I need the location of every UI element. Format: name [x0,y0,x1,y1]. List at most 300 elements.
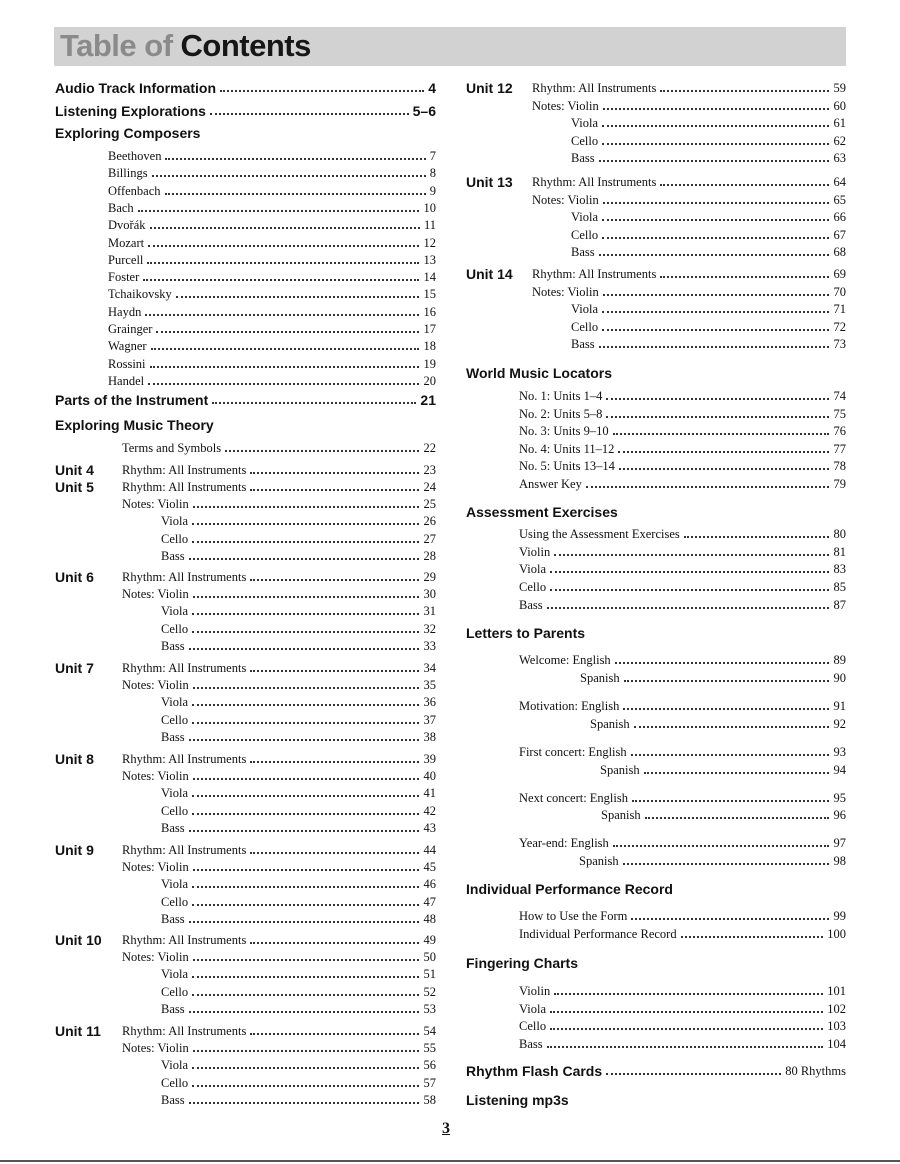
dot-leader [250,579,419,581]
entry-label: Bass [161,820,185,835]
entry-page: 29 [423,570,436,584]
entry-page: 58 [423,1092,436,1107]
toc-entry [55,728,436,746]
toc-entry [55,931,436,949]
entry-page: 35 [423,678,436,693]
entry-label: Cello [161,803,189,818]
entry-label: Viola [519,1001,547,1016]
entry-page: 94 [833,763,846,777]
entry-page: 75 [833,406,846,421]
dot-leader [547,607,829,609]
toc-entry-listening [55,102,436,120]
entry-page: 63 [833,151,846,165]
toc-entry [55,320,436,338]
dot-leader [603,294,829,296]
dot-leader [225,450,419,452]
toc-entry [466,852,846,870]
dot-leader [550,589,829,591]
entry-label: Notes: Violin [122,860,189,875]
entry-page: 31 [423,604,436,619]
dot-leader [220,90,424,92]
entry-label: Rhythm: All Instruments [532,81,657,95]
entry-page: 9 [429,183,436,198]
dot-leader [645,817,829,819]
entry-label: Bass [571,337,595,351]
entry-page: 100 [827,927,846,941]
toc-entry [466,596,846,614]
dot-leader [192,886,419,888]
toc-entry [466,1000,846,1018]
dot-leader [606,416,829,418]
entry-page: 25 [423,497,436,512]
dot-leader [624,680,829,682]
entry-page: 74 [833,389,846,403]
section-heading-mp3s: Listening mp3s [466,1092,569,1108]
toc-entry [466,651,846,669]
section-heading-assessment: Assessment Exercises [466,504,618,520]
entry-page: 14 [423,270,436,285]
dot-leader [602,143,829,145]
dot-leader [193,778,419,780]
entry-page: 5–6 [412,103,436,119]
dot-leader [599,254,829,256]
entry-label: Using the Assessment Exercises [519,527,680,541]
entry-page: 33 [423,638,436,653]
entry-page: 95 [833,791,846,805]
entry-label: Individual Performance Record [519,927,677,941]
entry-label: Cello [161,1075,189,1090]
dot-leader [554,554,829,556]
toc-entry [55,461,436,479]
toc-entry [55,585,436,603]
entry-page: 16 [423,304,436,319]
entry-label: Spanish [580,671,620,685]
dot-leader [632,800,829,802]
dot-leader [623,863,829,865]
dot-leader [138,210,419,212]
entry-label: Haydn [108,304,142,319]
entry-page: 73 [833,337,846,351]
entry-page: 50 [423,950,436,965]
entry-page: 85 [833,580,846,595]
dot-leader [602,237,829,239]
dot-leader [192,631,419,633]
dot-leader [148,245,419,247]
entry-label: Rhythm: All Instruments [122,661,247,675]
section-heading-composers: Exploring Composers [55,125,201,141]
entry-label: Notes: Violin [532,192,599,207]
toc-entry [55,910,436,928]
dot-leader [660,90,829,92]
dot-leader [603,202,829,204]
section-heading-ipr: Individual Performance Record [466,881,673,897]
toc-entry [55,303,436,321]
toc-entry [55,620,436,638]
unit-label: Unit 9 [55,842,94,858]
toc-entry [55,841,436,859]
entry-label: Rossini [108,356,146,371]
toc-entry [55,182,436,200]
entry-label: Terms and Symbols [122,441,222,455]
dot-leader [631,754,829,756]
entry-page: 69 [833,267,846,281]
dot-leader [586,486,829,488]
entry-label: Bass [571,245,595,259]
entry-label: Notes: Violin [122,769,189,784]
entry-page: 18 [423,339,436,354]
toc-entry [55,784,436,802]
dot-leader [145,314,419,316]
toc-entry [466,149,846,167]
entry-label: Year-end: English [519,836,609,850]
entry-page: 32 [423,621,436,636]
dot-leader [684,536,829,538]
entry-page: 61 [833,116,846,130]
entry-page: 83 [833,562,846,577]
dot-leader [660,184,829,186]
entry-label: Audio Track Information [55,80,217,96]
unit-label: Unit 4 [55,462,94,478]
dot-leader [143,279,419,281]
toc-entry [466,560,846,578]
dot-leader [250,1033,419,1035]
toc-entry [466,283,846,301]
entry-page: 87 [833,597,846,612]
dot-leader [150,366,419,368]
entry-page: 60 [833,98,846,113]
entry-page: 7 [429,149,436,163]
toc-entry [466,97,846,115]
entry-page: 28 [423,548,436,563]
dot-leader [631,918,829,920]
entry-page: 22 [423,441,436,455]
dot-leader [250,852,419,854]
entry-label: Spanish [601,808,641,822]
entry-label: Billings [108,166,148,181]
dot-leader [189,830,419,832]
toc-entry-parts [55,391,436,409]
entry-page: 44 [423,843,436,857]
entry-label: Notes: Violin [122,587,189,602]
toc-entry [55,858,436,876]
entry-page: 96 [833,808,846,822]
unit-label: Unit 12 [466,80,513,96]
entry-label: Bass [571,151,595,165]
entry-label: Rhythm: All Instruments [122,570,247,584]
entry-page: 102 [827,1001,846,1016]
entry-label: Offenbach [108,183,161,198]
entry-label: Answer Key [519,476,582,491]
toc-entry-flash-cards [466,1062,846,1080]
dot-leader [634,726,829,728]
toc-entry [466,457,846,475]
entry-page: 59 [833,81,846,95]
entry-label: Rhythm: All Instruments [122,463,247,477]
entry-page: 79 [833,476,846,491]
entry-page: 90 [833,671,846,685]
entry-page: 26 [423,514,436,529]
toc-entry [466,578,846,596]
dot-leader [602,311,829,313]
dot-leader [165,193,426,195]
toc-entry [55,355,436,373]
toc-entry [55,711,436,729]
dot-leader [212,402,416,404]
entry-page: 97 [833,836,846,850]
toc-entry [466,743,846,761]
entry-page: 72 [833,319,846,334]
entry-page: 42 [423,803,436,818]
entry-page: 64 [833,175,846,189]
dot-leader [192,1085,419,1087]
dot-leader [156,331,419,333]
toc-entry [55,285,436,303]
entry-label: Notes: Violin [122,1041,189,1056]
toc-entry [466,982,846,1000]
toc-entry [55,372,436,390]
dot-leader [151,348,419,350]
entry-page: 27 [423,531,436,546]
toc-entry [466,300,846,318]
entry-page: 54 [423,1024,436,1038]
dot-leader [599,346,829,348]
toc-entry [466,789,846,807]
dot-leader [250,489,419,491]
toc-entry [55,965,436,983]
entry-page: 40 [423,769,436,784]
entry-page: 51 [423,967,436,982]
entry-page: 30 [423,587,436,602]
dot-leader [210,113,409,115]
bottom-rule [0,1160,900,1162]
entry-page: 10 [423,200,436,215]
dot-leader [250,472,419,474]
entry-label: Notes: Violin [122,678,189,693]
dot-leader [193,596,419,598]
dot-leader [193,959,419,961]
dot-leader [660,276,829,278]
dot-leader [250,942,419,944]
toc-entry [55,439,436,457]
dot-leader [152,175,426,177]
dot-leader [192,722,419,724]
entry-label: Cello [161,621,189,636]
entry-page: 20 [423,373,436,388]
toc-entry [466,226,846,244]
entry-label: Rhythm: All Instruments [532,175,657,189]
dot-leader [250,670,419,672]
entry-label: Purcell [108,252,144,267]
entry-label: Bass [519,1037,543,1052]
entry-label: Bass [519,597,543,612]
dot-leader [192,1067,419,1069]
entry-page: 38 [423,729,436,744]
entry-page: 77 [833,441,846,456]
entry-label: Bass [161,911,185,926]
dot-leader [250,761,419,763]
dot-leader [606,398,829,400]
entry-page: 43 [423,820,436,835]
unit-label: Unit 11 [55,1023,101,1039]
toc-entry [55,819,436,837]
entry-page: 78 [833,459,846,473]
entry-label: No. 1: Units 1–4 [519,389,603,403]
entry-label: Cello [519,580,547,595]
toc-entry [55,199,436,217]
dot-leader [602,125,829,127]
toc-entry [55,268,436,286]
entry-label: Grainger [108,322,153,336]
dot-leader [165,158,426,160]
dot-leader [189,558,419,560]
toc-entry [466,243,846,261]
entry-label: Viola [161,604,189,619]
entry-label: Viola [161,967,189,982]
toc-entry [55,767,436,785]
entry-page: 68 [833,245,846,259]
toc-entry [466,132,846,150]
entry-label: Bass [161,729,185,744]
entry-label: Violin [519,544,551,559]
dot-leader [681,936,823,938]
dot-leader [189,648,419,650]
toc-entry [466,79,846,97]
entry-page: 71 [833,302,846,316]
entry-label: Cello [571,319,599,334]
entry-page: 46 [423,877,436,892]
entry-page: 65 [833,192,846,207]
dot-leader [192,541,419,543]
unit-label: Unit 8 [55,751,94,767]
dot-leader [192,795,419,797]
toc-entry [55,216,436,234]
entry-label: Cello [519,1019,547,1034]
toc-entry [55,495,436,513]
entry-page: 101 [827,984,846,998]
dot-leader [192,704,419,706]
entry-label: Viola [571,116,599,130]
entry-label: Cello [161,712,189,727]
toc-left-column [55,0,436,1164]
dot-leader [193,1050,419,1052]
entry-page: 76 [833,424,846,438]
entry-page: 92 [833,717,846,731]
entry-label: No. 4: Units 11–12 [519,441,615,456]
dot-leader [613,845,829,847]
dot-leader [602,219,829,221]
dot-leader [189,921,419,923]
entry-page: 8 [429,166,436,181]
entry-label: Viola [571,302,599,316]
entry-label: Viola [161,877,189,892]
toc-entry [466,335,846,353]
entry-label: Rhythm: All Instruments [122,843,247,857]
toc-entry [466,1017,846,1035]
toc-entry [55,948,436,966]
entry-page: 80 [833,527,846,541]
entry-page: 15 [423,287,436,302]
dot-leader [615,662,829,664]
entry-label: Mozart [108,235,145,250]
entry-page: 34 [423,661,436,675]
dot-leader [193,687,419,689]
entry-label: Rhythm: All Instruments [122,933,247,947]
dot-leader [606,1073,781,1075]
toc-entry [466,422,846,440]
entry-label: Notes: Violin [122,497,189,512]
dot-leader [547,1046,823,1048]
section-heading-theory: Exploring Music Theory [55,417,214,433]
dot-leader [550,1011,823,1013]
toc-entry [55,530,436,548]
entry-label: Bass [161,1092,185,1107]
entry-label: Handel [108,373,145,388]
toc-entry [466,907,846,925]
toc-entry [466,173,846,191]
entry-label: Bass [161,1001,185,1016]
toc-entry [55,1022,436,1040]
toc-entry [466,806,846,824]
entry-page: 66 [833,210,846,224]
entry-page: 70 [833,284,846,299]
entry-label: Notes: Violin [122,950,189,965]
dot-leader [192,613,419,615]
dot-leader [189,1011,419,1013]
toc-entry [55,875,436,893]
entry-label: Violin [519,984,551,998]
entry-label: Next concert: English [519,791,628,805]
toc-entry [466,925,846,943]
entry-page: 62 [833,133,846,148]
entry-label: Beethoven [108,149,162,163]
entry-page: 81 [833,544,846,559]
entry-page: 45 [423,860,436,875]
entry-label: Welcome: English [519,653,611,667]
entry-label: No. 2: Units 5–8 [519,406,603,421]
entry-page: 93 [833,745,846,759]
entry-page: 24 [423,480,436,494]
toc-entry [466,114,846,132]
toc-entry [55,676,436,694]
toc-entry [466,543,846,561]
entry-page: 17 [423,322,436,336]
toc-entry [466,208,846,226]
entry-page: 37 [423,712,436,727]
entry-label: Bass [161,638,185,653]
toc-entry [55,983,436,1001]
entry-page: 19 [423,356,436,371]
dot-leader [599,160,829,162]
entry-label: Bach [108,200,134,215]
toc-entry [466,834,846,852]
entry-page: 41 [423,786,436,801]
entry-page: 39 [423,752,436,766]
entry-page: 49 [423,933,436,947]
entry-label: Tchaikovsky [108,287,172,302]
section-heading-fingering: Fingering Charts [466,955,579,971]
dot-leader [602,329,829,331]
unit-label: Unit 7 [55,660,94,676]
toc-entry [466,697,846,715]
entry-label: Viola [519,562,547,577]
unit-label: Unit 14 [466,266,513,282]
toc-entry [55,659,436,677]
entry-label: Spanish [600,763,640,777]
dot-leader [192,813,419,815]
entry-label: Viola [161,786,189,801]
unit-label: Unit 13 [466,174,513,190]
entry-label: Cello [161,894,189,909]
